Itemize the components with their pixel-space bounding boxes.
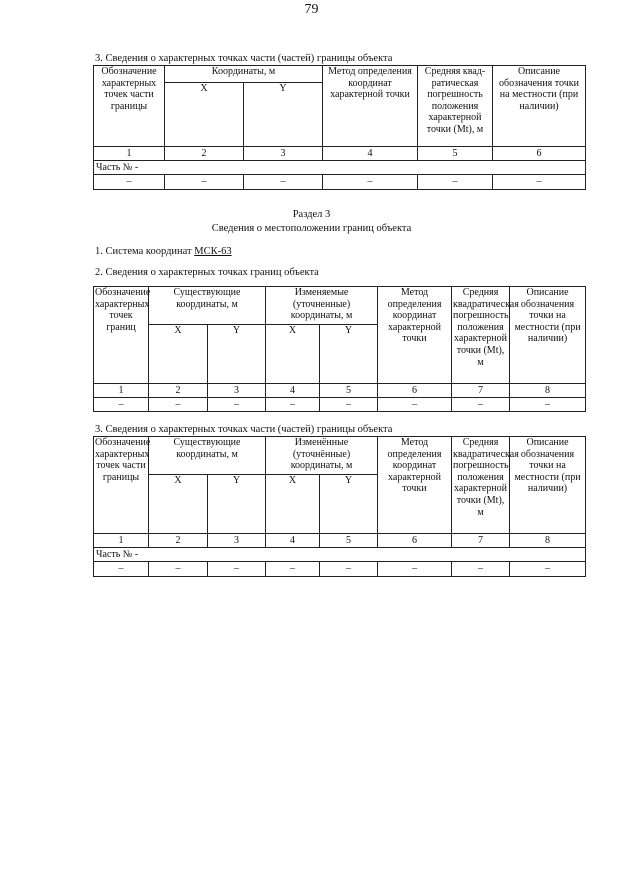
column-number: 5 bbox=[320, 384, 378, 398]
column-number: 2 bbox=[165, 147, 244, 161]
empty-cell: – bbox=[493, 175, 586, 190]
coordinate-system-prefix: 1. Система координат bbox=[95, 246, 195, 257]
header-x: X bbox=[165, 83, 244, 147]
empty-cell: – bbox=[452, 562, 510, 577]
empty-cell: – bbox=[378, 398, 452, 412]
header-y: Y bbox=[244, 83, 323, 147]
empty-cell: – bbox=[510, 562, 586, 577]
column-number: 6 bbox=[378, 384, 452, 398]
coordinate-system-line bbox=[95, 245, 232, 258]
empty-cell: – bbox=[378, 562, 452, 577]
empty-cell: – bbox=[418, 175, 493, 190]
empty-cell: – bbox=[320, 562, 378, 577]
header-error: Средняя квадратическая погрешность положения характерной точки (Mt), м bbox=[452, 287, 510, 384]
block3-table bbox=[93, 436, 586, 577]
header-existing: Существующие координаты, м bbox=[149, 287, 266, 325]
empty-cell: – bbox=[94, 175, 165, 190]
empty-cell: – bbox=[208, 562, 266, 577]
column-numbers-row bbox=[94, 384, 586, 398]
column-numbers-row bbox=[94, 147, 586, 161]
column-number: 5 bbox=[418, 147, 493, 161]
column-number: 6 bbox=[493, 147, 586, 161]
header-designation: Обозначение характерных точек части границы bbox=[94, 437, 149, 534]
header-y-changed: Y bbox=[320, 475, 378, 534]
header-method: Метод определения координат характерной точки bbox=[378, 287, 452, 384]
column-number: 4 bbox=[266, 384, 320, 398]
header-description: Описание обозначения точки на местности (при наличии) bbox=[493, 66, 586, 147]
empty-cell: – bbox=[510, 398, 586, 412]
empty-cell: – bbox=[452, 398, 510, 412]
empty-cell: – bbox=[323, 175, 418, 190]
part-label: Часть № - bbox=[94, 161, 586, 175]
column-number: 8 bbox=[510, 534, 586, 548]
block2-table bbox=[93, 286, 586, 412]
column-numbers-row bbox=[94, 534, 586, 548]
header-method: Метод определения координат характерной точки bbox=[378, 437, 452, 534]
empty-cell: – bbox=[208, 398, 266, 412]
column-number: 4 bbox=[323, 147, 418, 161]
page-number: 79 bbox=[304, 2, 319, 17]
column-number: 4 bbox=[266, 534, 320, 548]
header-changed: Изменённые (уточнённые) координаты, м bbox=[266, 437, 378, 475]
column-number: 5 bbox=[320, 534, 378, 548]
header-existing: Существующие координаты, м bbox=[149, 437, 266, 475]
empty-cell: – bbox=[320, 398, 378, 412]
header-x-changed: X bbox=[266, 475, 320, 534]
column-number: 3 bbox=[244, 147, 323, 161]
section-subtitle: Сведения о местоположении границ объекта bbox=[211, 223, 412, 234]
block1-heading: 3. Сведения о характерных точках части (частей) границы объекта bbox=[95, 53, 393, 64]
header-y-existing: Y bbox=[208, 325, 266, 384]
header-error: Средняя квадратическая погрешность положения характерной точки (Mt), м bbox=[452, 437, 510, 534]
column-number: 7 bbox=[452, 534, 510, 548]
header-error: Средняя квад-ратическая погрешность положения характерной точки (Mt), м bbox=[418, 66, 493, 147]
table-row bbox=[94, 398, 586, 412]
empty-cell: – bbox=[94, 562, 149, 577]
column-number: 8 bbox=[510, 384, 586, 398]
empty-cell: – bbox=[149, 398, 208, 412]
block1-table bbox=[93, 65, 586, 190]
header-x-changed: X bbox=[266, 325, 320, 384]
coordinate-system-value: МСК-63 bbox=[194, 246, 232, 257]
empty-cell: – bbox=[149, 562, 208, 577]
header-description: Описание обозначения точки на местности (при наличии) bbox=[510, 287, 586, 384]
header-description: Описание обозначения точки на местности (при наличии) bbox=[510, 437, 586, 534]
column-number: 2 bbox=[149, 534, 208, 548]
table-row bbox=[94, 562, 586, 577]
header-x-existing: X bbox=[149, 475, 208, 534]
column-number: 7 bbox=[452, 384, 510, 398]
points-heading: 2. Сведения о характерных точках границ объекта bbox=[95, 267, 319, 278]
empty-cell: – bbox=[94, 398, 149, 412]
empty-cell: – bbox=[244, 175, 323, 190]
table-row bbox=[94, 175, 586, 190]
column-number: 2 bbox=[149, 384, 208, 398]
column-number: 6 bbox=[378, 534, 452, 548]
header-y-changed: Y bbox=[320, 325, 378, 384]
header-method: Метод определения координат характерной точки bbox=[323, 66, 418, 147]
header-designation: Обозначение характерных точек части границы bbox=[94, 66, 165, 147]
column-number: 1 bbox=[94, 384, 149, 398]
header-y-existing: Y bbox=[208, 475, 266, 534]
column-number: 1 bbox=[94, 534, 149, 548]
part-label: Часть № - bbox=[94, 548, 586, 562]
column-number: 3 bbox=[208, 534, 266, 548]
header-changed: Изменяемые (уточненные) координаты, м bbox=[266, 287, 378, 325]
header-designation: Обозначение характерных точек границ bbox=[94, 287, 149, 384]
empty-cell: – bbox=[165, 175, 244, 190]
section-title: Раздел 3 bbox=[292, 209, 331, 220]
header-x-existing: X bbox=[149, 325, 208, 384]
column-number: 1 bbox=[94, 147, 165, 161]
block3-heading: 3. Сведения о характерных точках части (частей) границы объекта bbox=[95, 424, 393, 435]
empty-cell: – bbox=[266, 562, 320, 577]
header-coordinates: Координаты, м bbox=[165, 66, 323, 83]
empty-cell: – bbox=[266, 398, 320, 412]
column-number: 3 bbox=[208, 384, 266, 398]
